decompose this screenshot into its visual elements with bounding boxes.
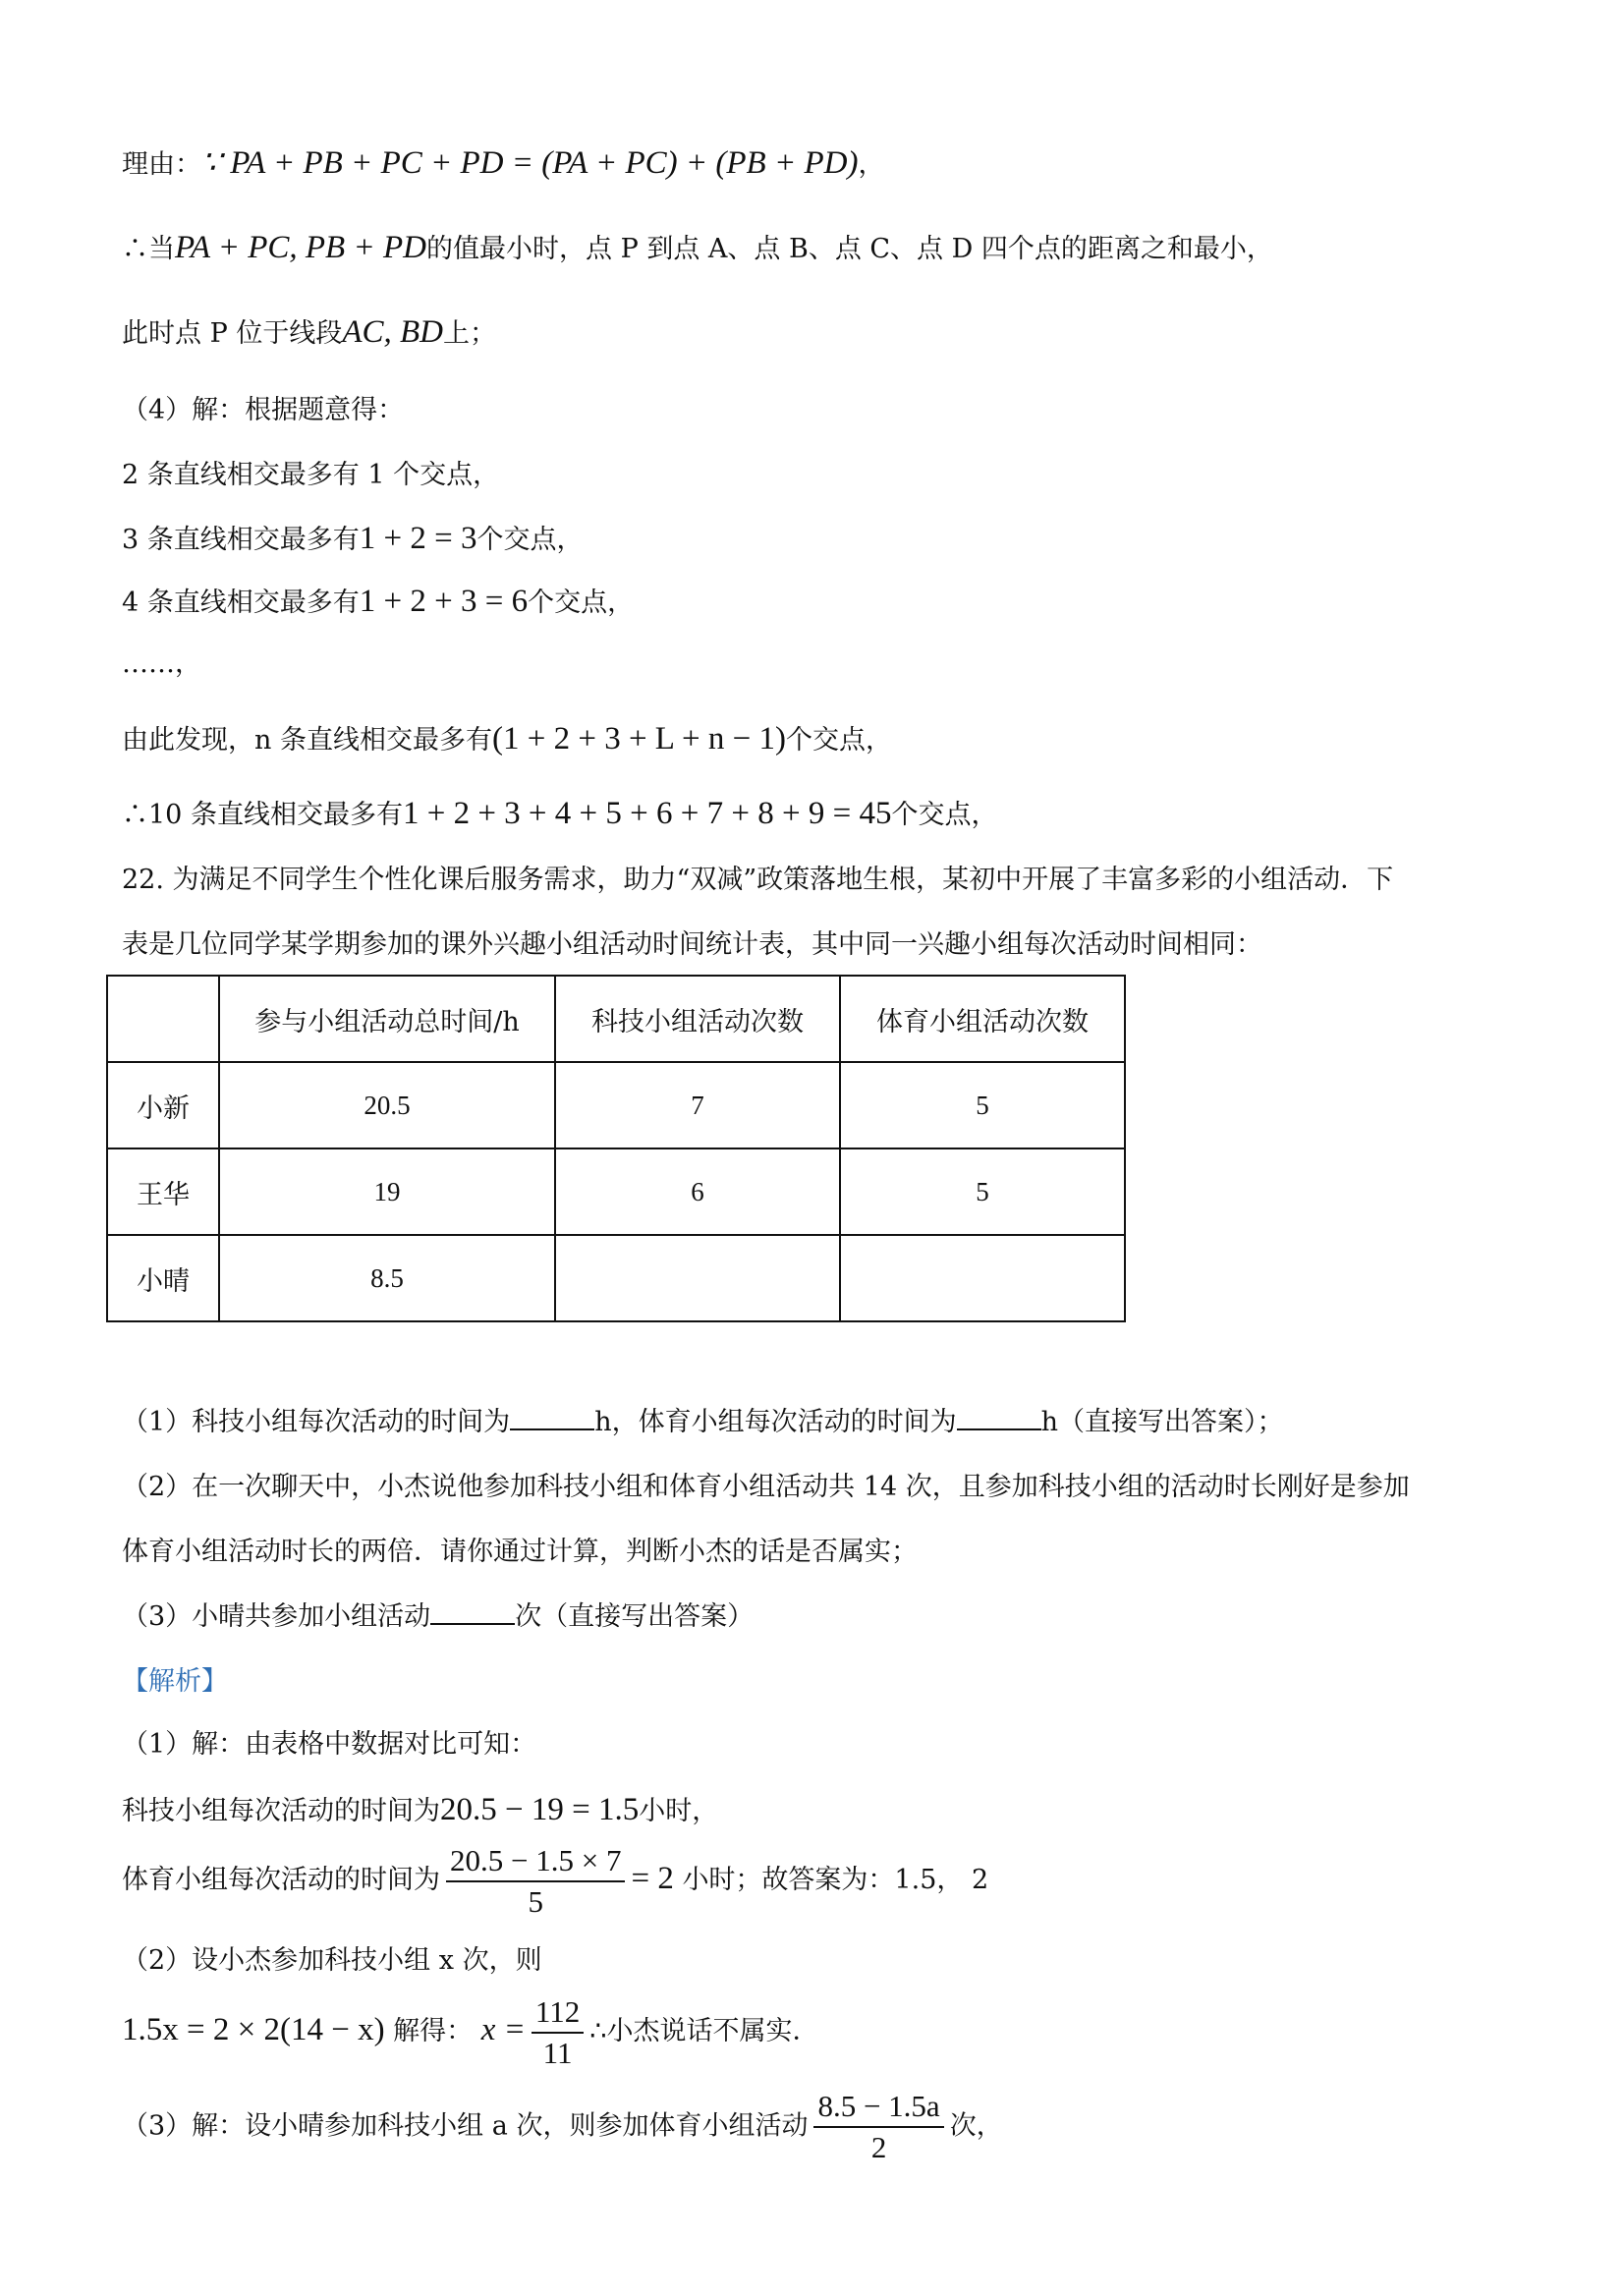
table-header-row bbox=[107, 976, 1125, 1062]
text: （1）科技小组每次活动的时间为 bbox=[122, 1407, 511, 1437]
table-cell: 小新 bbox=[107, 1062, 219, 1148]
answer-blank bbox=[510, 1403, 594, 1430]
text: 小时；故答案为：1.5， 2 bbox=[682, 1865, 989, 1895]
table-cell: 7 bbox=[555, 1062, 840, 1148]
table-header-cell: 体育小组活动次数 bbox=[840, 976, 1125, 1062]
question-3 bbox=[122, 1597, 754, 1637]
math-expression: 20.5 − 19 = 1.5 bbox=[440, 1792, 640, 1827]
solution-label: 【解析】 bbox=[122, 1666, 228, 1697]
fraction-denominator: 2 bbox=[870, 2130, 887, 2164]
text: 个交点， bbox=[476, 525, 584, 555]
line-part4: （4）解：根据题意得： bbox=[122, 395, 405, 425]
question-22-line2: 表是几位同学某学期参加的课外兴趣小组活动时间统计表，其中同一兴趣小组每次活动时间相同： bbox=[122, 929, 1262, 960]
table-cell: 6 bbox=[555, 1148, 840, 1235]
math-expression: PA + PC, PB + PD bbox=[175, 230, 426, 265]
text: （3）解：设小晴参加科技小组 a 次，则参加体育小组活动 bbox=[122, 2110, 809, 2142]
fraction bbox=[446, 1841, 625, 1922]
solution-sport-time bbox=[122, 1839, 988, 1922]
table-cell: 王华 bbox=[107, 1148, 219, 1235]
text: 的值最小时，点 P 到点 A、点 B、点 C、点 D 四个点的距离之和最小， bbox=[425, 234, 1273, 264]
text: 3 条直线相交最多有 bbox=[122, 525, 360, 555]
table-header-cell: 参与小组活动总时间/h bbox=[219, 976, 555, 1062]
line-2-lines: 2 条直线相交最多有 1 个交点， bbox=[122, 460, 500, 490]
text: 由此发现，n 条直线相交最多有 bbox=[122, 725, 492, 756]
question-2-line2: 体育小组活动时长的两倍．请你通过计算，判断小杰的话是否属实； bbox=[122, 1537, 918, 1567]
line-10-lines bbox=[122, 794, 997, 835]
fraction-denominator: 5 bbox=[528, 1883, 543, 1919]
fraction bbox=[532, 1992, 584, 2073]
math-expression: 1 + 2 = 3 bbox=[359, 521, 477, 556]
text: 次， bbox=[949, 2110, 1003, 2142]
text: h（直接写出答案）； bbox=[1040, 1407, 1284, 1437]
solution-part1: （1）解：由表格中数据对比可知： bbox=[122, 1729, 537, 1760]
table-row bbox=[107, 1148, 1125, 1235]
table-row bbox=[107, 1235, 1125, 1321]
text: （3）小晴共参加小组活动 bbox=[122, 1601, 431, 1632]
text: ∴小杰说话不属实． bbox=[589, 2016, 819, 2046]
text: 小时， bbox=[639, 1796, 719, 1826]
table-cell: 20.5 bbox=[219, 1062, 555, 1148]
text: 个交点， bbox=[891, 800, 998, 830]
text: ∴10 条直线相交最多有 bbox=[122, 800, 403, 830]
solution-equation bbox=[122, 1990, 818, 2073]
text: 4 条直线相交最多有 bbox=[122, 588, 360, 618]
text: 科技小组每次活动的时间为 bbox=[122, 1796, 440, 1826]
question-22-line1: 22. 为满足不同学生个性化课后服务需求，助力“双减”政策落地生根，某初中开展了丰富多彩的小组活动．下 bbox=[122, 865, 1394, 895]
math-expression: AC, BD bbox=[342, 314, 444, 350]
text: 上； bbox=[443, 318, 497, 349]
table-row bbox=[107, 1062, 1125, 1148]
solution-tech-time bbox=[122, 1790, 718, 1831]
fraction-numerator: 20.5 − 1.5 × 7 bbox=[446, 1841, 625, 1882]
answer-blank bbox=[957, 1403, 1041, 1430]
line-n-lines bbox=[122, 719, 892, 760]
fraction-numerator: 112 bbox=[532, 1992, 584, 2034]
question-2-line1: （2）在一次聊天中，小杰说他参加科技小组和体育小组活动共 14 次，且参加科技小组的活动时长刚好是参加 bbox=[122, 1472, 1410, 1502]
table-cell: 8.5 bbox=[219, 1235, 555, 1321]
math-expression: (1 + 2 + 3 + L + n − 1) bbox=[491, 721, 786, 756]
table-cell: 19 bbox=[219, 1148, 555, 1235]
table-cell bbox=[840, 1235, 1125, 1321]
text: 次（直接写出答案） bbox=[515, 1601, 755, 1632]
table-cell: 5 bbox=[840, 1148, 1125, 1235]
text: 个交点， bbox=[785, 725, 892, 756]
text: 解得： bbox=[393, 2016, 474, 2046]
text: 个交点， bbox=[528, 588, 635, 618]
text: 此时点 P 位于线段 bbox=[122, 318, 343, 349]
math-expression: 1.5x = 2 × 2(14 − x) bbox=[122, 2012, 385, 2047]
text: 体育小组每次活动的时间为 bbox=[122, 1865, 440, 1895]
line-4-lines bbox=[122, 582, 634, 623]
table-cell: 5 bbox=[840, 1062, 1125, 1148]
text: ， bbox=[858, 149, 885, 180]
text: h，体育小组每次活动的时间为 bbox=[594, 1407, 957, 1437]
math-expression: = 2 bbox=[631, 1861, 674, 1896]
line-3-lines bbox=[122, 519, 584, 560]
table-cell: 小晴 bbox=[107, 1235, 219, 1321]
line-ellipsis: ……， bbox=[122, 648, 201, 679]
answer-blank bbox=[430, 1597, 515, 1625]
math-expression: 1 + 2 + 3 + 4 + 5 + 6 + 7 + 8 + 9 = 45 bbox=[402, 796, 892, 831]
text: ∴当 bbox=[122, 234, 175, 264]
math-expression: x = bbox=[480, 2012, 526, 2047]
table-header-cell bbox=[107, 976, 219, 1062]
question-1 bbox=[122, 1403, 1283, 1442]
table-header-cell: 科技小组活动次数 bbox=[555, 976, 840, 1062]
math-expression: ∵ PA + PB + PC + PD = (PA + PC) + (PB + PD) bbox=[201, 145, 859, 181]
fraction bbox=[813, 2087, 943, 2167]
math-expression: 1 + 2 + 3 = 6 bbox=[359, 584, 529, 619]
solution-part3 bbox=[122, 2087, 1003, 2167]
fraction-numerator: 8.5 − 1.5a bbox=[813, 2087, 943, 2128]
fraction-denominator: 11 bbox=[542, 2035, 573, 2070]
text: 理由： bbox=[122, 149, 201, 180]
line-reason bbox=[122, 143, 884, 185]
table-cell bbox=[555, 1235, 840, 1321]
solution-part2: （2）设小杰参加科技小组 x 次，则 bbox=[122, 1945, 542, 1976]
activity-table bbox=[106, 975, 1126, 1322]
line-point-position bbox=[122, 312, 496, 354]
line-therefore-min bbox=[122, 228, 1273, 269]
